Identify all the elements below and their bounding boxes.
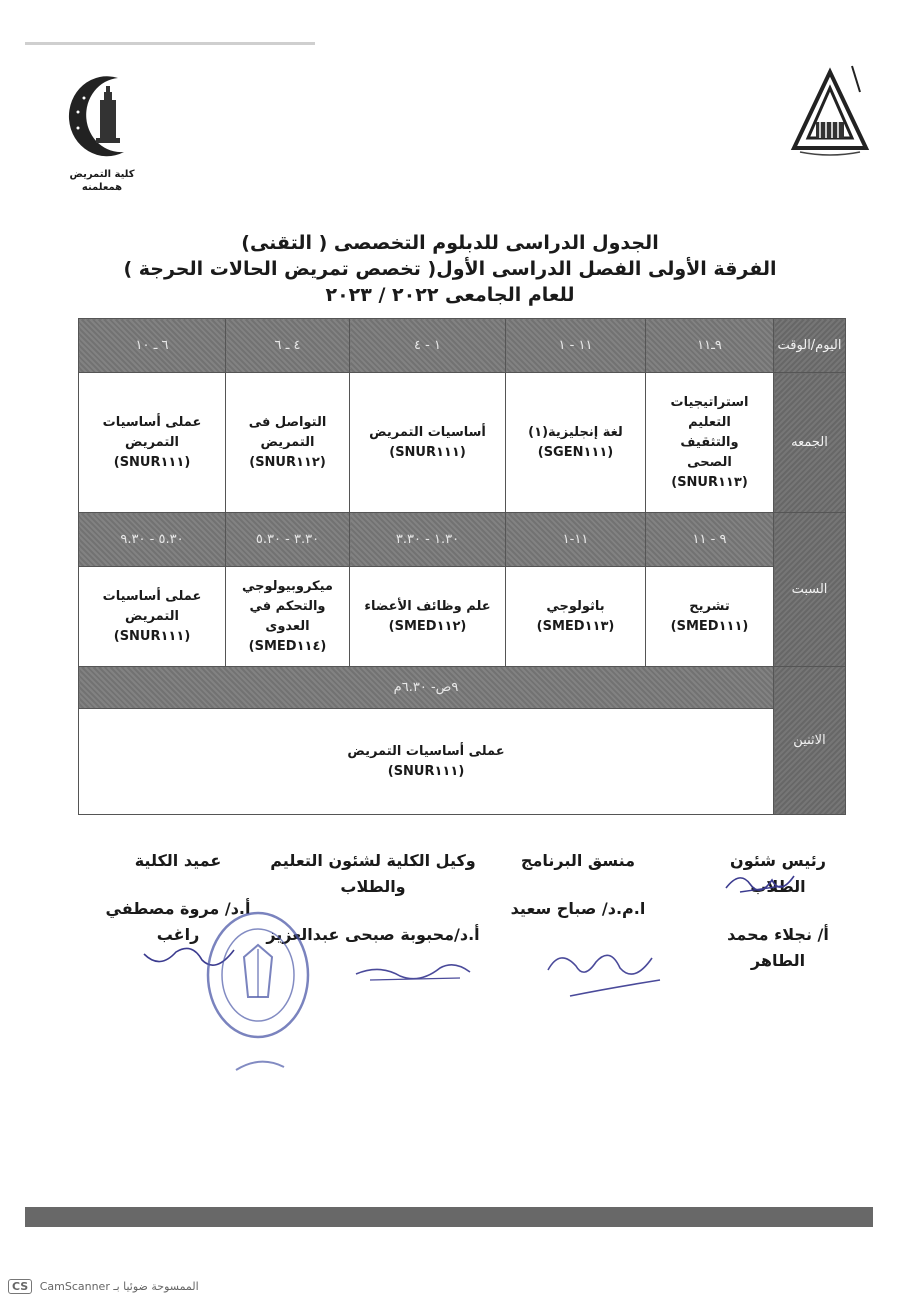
time-slot: ٦ ـ ١٠ [79,319,226,373]
course-code: (SNUR١١٢) [249,454,326,470]
day-monday: الاثنين [774,667,846,815]
signature-name: ا.م.د/ صباح سعيد [510,899,646,918]
time-slot: ١ - ٤ [350,319,506,373]
friday-course-row [79,373,846,513]
course-cell [350,373,506,513]
camscanner-text: CamScanner الممسوحة ضوئيا بـ [39,1280,199,1293]
signature-name: أ.د/ مروة مصطفي راغب [105,899,251,944]
friday-time-row [79,319,846,373]
camscanner-watermark [8,1279,199,1294]
course-code: (SMED١١١) [670,618,749,634]
handwritten-signature-icon [540,940,680,1010]
course-cell [226,373,350,513]
university-pyramid-icon [790,62,870,158]
corner-label: اليوم/الوقت [774,319,846,373]
course-code: (SMED١١٣) [536,618,615,634]
time-slot: ٥.٣٠ - ٩.٣٠ [79,513,226,567]
signature-title: رئيس شئون الطلاب [730,851,826,896]
course-name: التواصل فى التمريض [248,414,327,450]
monday-course-row [79,709,846,815]
course-code: (SNUR١١١) [389,444,466,460]
saturday-course-row [79,567,846,667]
camscanner-badge: CS [8,1279,32,1294]
bottom-bar [25,1207,873,1227]
course-name: عملى أساسيات التمريض [102,588,202,624]
saturday-time-row [79,513,846,567]
time-slot: ٤ ـ ٦ [226,319,350,373]
course-name: باثولوجي [546,598,605,614]
course-cell [350,567,506,667]
signature-name: أ/ نجلاء محمد الطاهر [727,925,829,970]
course-code: (SMED١١٤) [248,638,327,654]
time-slot: ٩ص- ٦.٣٠م [79,667,774,709]
document-title [100,230,800,308]
course-cell [226,567,350,667]
time-slot: ١١-١ [506,513,646,567]
course-name: لغة إنجليزية(١) [528,424,623,440]
handwritten-signature-icon [350,950,480,990]
official-stamp-icon [200,905,328,1083]
course-cell [79,567,226,667]
course-cell [506,567,646,667]
schedule-table [78,318,846,815]
title-line2: الفرقة الأولى الفصل الدراسى الأول( تخصص تمريض الحالات الحرجة ) للعام الجامعى ٢٠٢٢ / ٢٠٢٣ [123,258,777,306]
time-slot: ٩ـ١١ [646,319,774,373]
signature-title: عميد الكلية [134,851,222,870]
monday-time-row [79,667,846,709]
course-name: أساسيات التمريض [369,424,486,440]
course-cell [646,567,774,667]
course-code: (SNUR١١٣) [671,474,748,490]
faculty-of-nursing-logo [62,72,142,210]
faculty-caption-line1: كلية التمريض [69,169,135,180]
course-code: (SNUR١١١) [113,454,191,470]
course-cell [646,373,774,513]
time-slot: ٩ - ١١ [646,513,774,567]
signature-title: منسق البرنامج [520,851,636,870]
course-name: عملى أساسيات التمريض [102,414,202,450]
day-friday: الجمعه [774,373,846,513]
university-logo [790,62,870,158]
time-slot: ١١ - ١ [506,319,646,373]
course-name: ميكروبيولوجي والتحكم في العدوى [242,578,333,634]
title-line1: الجدول الدراسى للدبلوم التخصصى ( التقنى) [241,232,659,254]
course-cell [79,709,774,815]
course-cell [79,373,226,513]
course-code: (SGEN١١١) [537,444,614,460]
course-code: (SNUR١١١) [113,628,191,644]
course-name: استراتيجيات التعليم والتثقيف الصحى [670,394,749,470]
nursing-crest-icon [66,72,138,164]
faculty-caption-line2: همعلمنه [81,182,123,193]
signature-title: وكيل الكلية لشئون التعليم والطلاب [270,851,476,896]
top-rule [25,42,315,45]
course-code: (SMED١١٢) [388,618,467,634]
course-name: تشريح [689,598,730,614]
course-name: عملى أساسيات التمريض [347,743,505,759]
time-slot: ٣.٣٠ - ٥.٣٠ [226,513,350,567]
day-saturday: السبت [774,513,846,667]
course-code: (SNUR١١١) [387,763,465,779]
course-cell [506,373,646,513]
time-slot: ١.٣٠ - ٣.٣٠ [350,513,506,567]
signature-program-coordinator [508,848,648,922]
course-name: علم وظائف الأعضاء [364,598,491,614]
handwritten-signature-icon [720,866,800,900]
signature-name: أ.د/محبوبة صبحى عبدالعزيز [266,925,480,944]
